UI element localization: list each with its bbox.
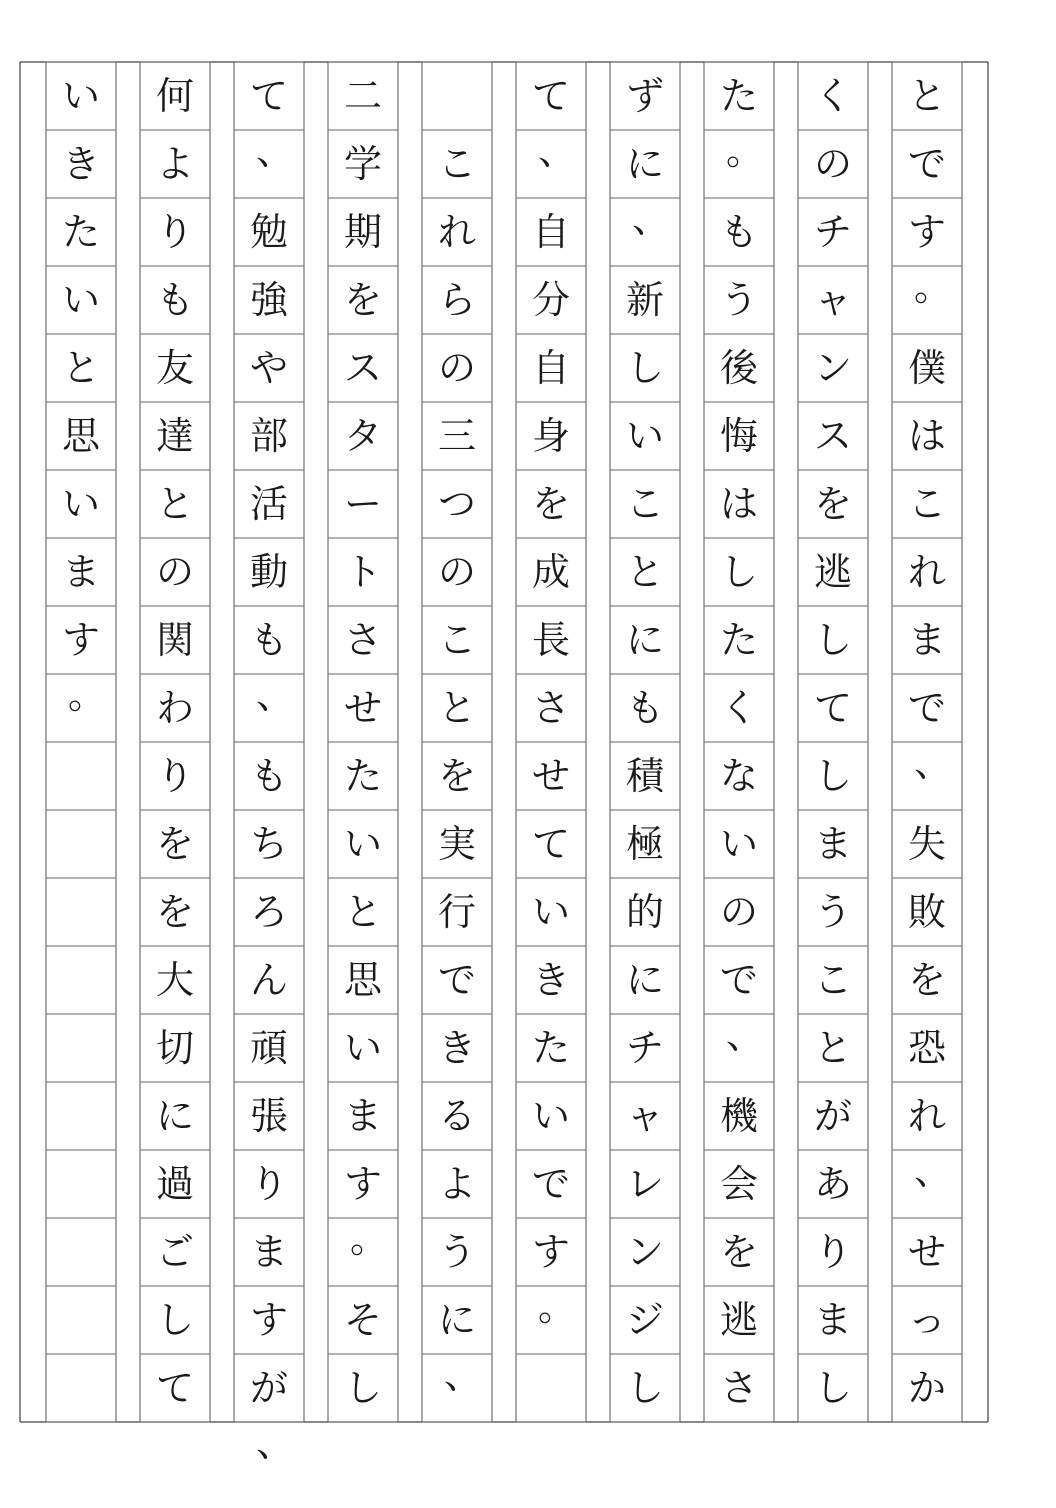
manuscript-cell: た <box>531 1026 570 1070</box>
manuscript-cell: 何 <box>155 74 194 118</box>
manuscript-cell: の <box>813 142 852 186</box>
manuscript-cell: ま <box>249 1230 288 1274</box>
manuscript-cell: 。 <box>913 265 952 309</box>
manuscript-cell: こ <box>625 482 664 526</box>
manuscript-cell: 悔 <box>719 414 758 458</box>
manuscript-cell: ャ <box>625 1094 664 1138</box>
manuscript-column <box>234 0 304 1465</box>
manuscript-cell <box>422 62 492 130</box>
manuscript-cell: 後 <box>719 346 758 390</box>
manuscript-column <box>516 0 586 1422</box>
manuscript-cell: ま <box>61 550 100 594</box>
manuscript-cell: 、 <box>725 1013 764 1057</box>
manuscript-cell: い <box>343 1026 382 1070</box>
manuscript-cell: さ <box>719 1366 758 1410</box>
manuscript-cell: 積 <box>625 754 664 798</box>
manuscript-column <box>610 0 680 1422</box>
manuscript-cell: を <box>719 1230 758 1274</box>
manuscript-cell: 大 <box>155 958 194 1002</box>
manuscript-cell: こ <box>437 618 476 662</box>
manuscript-cell: て <box>155 1366 194 1410</box>
manuscript-cell: 三 <box>437 414 476 458</box>
manuscript-cell: 強 <box>249 278 288 322</box>
manuscript-cell: に <box>625 142 664 186</box>
manuscript-cell: と <box>61 346 100 390</box>
manuscript-cell: し <box>813 1366 852 1410</box>
manuscript-column <box>704 0 774 1422</box>
manuscript-cell: う <box>437 1230 476 1274</box>
manuscript-cell: ま <box>813 822 852 866</box>
manuscript-cell: い <box>625 414 664 458</box>
manuscript-cell: 失 <box>907 822 946 866</box>
manuscript-cell: ス <box>343 346 382 390</box>
manuscript-cell: せ <box>531 754 570 798</box>
manuscript-cell: 会 <box>719 1162 758 1206</box>
manuscript-cell: 僕 <box>907 346 946 390</box>
manuscript-cell: て <box>813 686 852 730</box>
manuscript-cell: や <box>249 346 288 390</box>
manuscript-cell: 達 <box>155 414 194 458</box>
manuscript-cell: し <box>719 550 758 594</box>
manuscript-cell: す <box>531 1230 570 1274</box>
manuscript-cell: せ <box>343 686 382 730</box>
manuscript-cell: ま <box>907 618 946 662</box>
manuscript-cell: つ <box>437 482 476 526</box>
manuscript-cell: そ <box>343 1298 382 1342</box>
manuscript-cell: ん <box>249 958 288 1002</box>
manuscript-cell: を <box>531 482 570 526</box>
manuscript-cell: で <box>719 958 758 1002</box>
manuscript-cell: に <box>437 1298 476 1342</box>
manuscript-cell: を <box>343 278 382 322</box>
manuscript-cell: り <box>155 754 194 798</box>
manuscript-cell: と <box>813 1026 852 1070</box>
manuscript-cell: く <box>813 74 852 118</box>
manuscript-cell: た <box>719 74 758 118</box>
manuscript-cell: 身 <box>531 414 570 458</box>
manuscript-cell: 自 <box>531 210 570 254</box>
manuscript-cell: 友 <box>155 346 194 390</box>
manuscript-cell: せ <box>907 1230 946 1274</box>
manuscript-cell: も <box>249 754 288 798</box>
manuscript-cell: あ <box>813 1162 852 1206</box>
manuscript-cell: な <box>719 754 758 798</box>
manuscript-cell: 期 <box>343 210 382 254</box>
manuscript-cell: 極 <box>625 822 664 866</box>
manuscript-cell: 、 <box>537 129 576 173</box>
manuscript-cell: い <box>719 822 758 866</box>
manuscript-cell: す <box>343 1162 382 1206</box>
manuscript-cell: 、 <box>255 673 294 717</box>
manuscript-cell: て <box>531 822 570 866</box>
manuscript-cell: 。 <box>725 129 764 173</box>
manuscript-cell: 機 <box>719 1094 758 1138</box>
manuscript-cell: 敗 <box>907 890 946 934</box>
manuscript-cell: い <box>61 278 100 322</box>
manuscript-cell: ャ <box>813 278 852 322</box>
manuscript-cell: ご <box>155 1230 194 1274</box>
manuscript-cell: 的 <box>625 890 664 934</box>
manuscript-cell: し <box>813 618 852 662</box>
manuscript-cell: よ <box>155 142 194 186</box>
manuscript-cell: ジ <box>625 1298 664 1342</box>
manuscript-cell: も <box>249 618 288 662</box>
manuscript-column <box>892 0 962 1422</box>
manuscript-cell: タ <box>343 414 382 458</box>
manuscript-cell: ち <box>249 822 288 866</box>
manuscript-cell: 逃 <box>719 1298 758 1342</box>
manuscript-cell: ま <box>813 1298 852 1342</box>
manuscript-cell: ト <box>343 550 382 594</box>
manuscript-cell: で <box>531 1162 570 1206</box>
manuscript-cell: ず <box>625 74 664 118</box>
manuscript-column <box>46 0 116 1422</box>
manuscript-cell: 部 <box>249 414 288 458</box>
manuscript-cell: い <box>343 822 382 866</box>
manuscript-cell: し <box>625 346 664 390</box>
manuscript-cell: は <box>719 482 758 526</box>
manuscript-cell: す <box>907 210 946 254</box>
manuscript-cell: も <box>719 210 758 254</box>
manuscript-cell: と <box>437 686 476 730</box>
manuscript-cell: 恐 <box>907 1026 946 1070</box>
manuscript-cell: は <box>907 414 946 458</box>
manuscript-cell: を <box>155 890 194 934</box>
manuscript-cell: と <box>625 550 664 594</box>
manuscript-column <box>422 0 492 1422</box>
manuscript-cell: 実 <box>437 822 476 866</box>
manuscript-cell: り <box>249 1162 288 1206</box>
manuscript-cell: 過 <box>155 1162 194 1206</box>
manuscript-cell: 、 <box>255 129 294 173</box>
manuscript-cell: 。 <box>349 1217 388 1261</box>
manuscript-cell: き <box>61 142 100 186</box>
manuscript-cell: さ <box>343 618 382 662</box>
manuscript-cell: 、 <box>913 741 952 785</box>
manuscript-cell: く <box>719 686 758 730</box>
manuscript-cell: し <box>343 1366 382 1410</box>
manuscript-cell: き <box>437 1026 476 1070</box>
manuscript-cell: を <box>907 958 946 1002</box>
manuscript-cell: で <box>907 142 946 186</box>
manuscript-cell: ン <box>813 346 852 390</box>
manuscript-cell: こ <box>437 142 476 186</box>
manuscript-cell: し <box>625 1366 664 1410</box>
manuscript-cell: い <box>61 74 100 118</box>
manuscript-cell: て <box>531 74 570 118</box>
manuscript-cell: し <box>813 754 852 798</box>
manuscript-cell: 行 <box>437 890 476 934</box>
manuscript-cell: さ <box>531 686 570 730</box>
manuscript-cell: ま <box>343 1094 382 1138</box>
manuscript-cell: ー <box>343 482 382 526</box>
manuscript-cell: こ <box>907 482 946 526</box>
manuscript-cell: 活 <box>249 482 288 526</box>
manuscript-cell: で <box>437 958 476 1002</box>
manuscript-column <box>328 0 398 1422</box>
manuscript-cell: を <box>155 822 194 866</box>
manuscript-cell: 、 <box>913 1149 952 1193</box>
manuscript-cell: 、 <box>255 1421 294 1465</box>
manuscript-cell: レ <box>625 1162 664 1206</box>
manuscript-cell: う <box>719 278 758 322</box>
manuscript-cell: り <box>813 1230 852 1274</box>
manuscript-cell: れ <box>907 550 946 594</box>
manuscript-cell: の <box>437 346 476 390</box>
manuscript-column <box>798 0 868 1422</box>
manuscript-cell: 自 <box>531 346 570 390</box>
manuscript-cell: る <box>437 1094 476 1138</box>
manuscript-cell: 逃 <box>813 550 852 594</box>
manuscript-cell: 、 <box>443 1353 482 1397</box>
manuscript-cell: の <box>155 550 194 594</box>
manuscript-cell: で <box>907 686 946 730</box>
manuscript-cell: ン <box>625 1230 664 1274</box>
manuscript-cell: 。 <box>67 673 106 717</box>
manuscript-cell: て <box>249 74 288 118</box>
manuscript-cell: 切 <box>155 1026 194 1070</box>
manuscript-cell: し <box>155 1298 194 1342</box>
manuscript-cell: 勉 <box>249 210 288 254</box>
manuscript-cell: に <box>625 618 664 662</box>
manuscript-cell: い <box>531 890 570 934</box>
manuscript-cell: 張 <box>249 1094 288 1138</box>
manuscript-cell: よ <box>437 1162 476 1206</box>
manuscript-cell: 思 <box>343 958 382 1002</box>
manuscript-cell: を <box>437 754 476 798</box>
manuscript-cell: 、 <box>631 197 670 241</box>
manuscript-cell: 学 <box>343 142 382 186</box>
manuscript-cell: 長 <box>531 618 570 662</box>
manuscript-cell: れ <box>907 1094 946 1138</box>
manuscript-cell: 成 <box>531 550 570 594</box>
manuscript-cell: が <box>813 1094 852 1138</box>
manuscript-cell: た <box>343 754 382 798</box>
manuscript-cell: す <box>249 1298 288 1342</box>
manuscript-cell: 新 <box>625 278 664 322</box>
manuscript-cell: と <box>155 482 194 526</box>
manuscript-cell: う <box>813 890 852 934</box>
manuscript-cell: ろ <box>249 890 288 934</box>
manuscript-cell: ス <box>813 414 852 458</box>
manuscript-cell: こ <box>813 958 852 1002</box>
manuscript-cell: 。 <box>537 1285 576 1329</box>
manuscript-cell: も <box>155 278 194 322</box>
manuscript-cell: き <box>531 958 570 1002</box>
manuscript-cell: わ <box>155 686 194 730</box>
manuscript-cell: 分 <box>531 278 570 322</box>
manuscript-cell: ら <box>437 278 476 322</box>
manuscript-cell: す <box>61 618 100 662</box>
manuscript-cell: が <box>249 1366 288 1410</box>
manuscript-cell: チ <box>813 210 852 254</box>
manuscript-cell: れ <box>437 210 476 254</box>
manuscript-cell: っ <box>907 1298 946 1342</box>
manuscript-cell: り <box>155 210 194 254</box>
manuscript-cell: も <box>625 686 664 730</box>
manuscript-cell: に <box>155 1094 194 1138</box>
manuscript-cell: に <box>625 958 664 1002</box>
manuscript-cell: と <box>343 890 382 934</box>
manuscript-column <box>140 0 210 1422</box>
manuscript-cell: 二 <box>343 74 382 118</box>
manuscript-cell: 思 <box>61 414 100 458</box>
manuscript-cell: た <box>719 618 758 662</box>
manuscript-cell: の <box>719 890 758 934</box>
manuscript-cell: か <box>907 1366 946 1410</box>
manuscript-cell: い <box>531 1094 570 1138</box>
manuscript-cell: 動 <box>249 550 288 594</box>
manuscript-cell: を <box>813 482 852 526</box>
manuscript-cell: の <box>437 550 476 594</box>
manuscript-cell: い <box>61 482 100 526</box>
manuscript-cell: 関 <box>155 618 194 662</box>
manuscript-cell: 頑 <box>249 1026 288 1070</box>
manuscript-cell: チ <box>625 1026 664 1070</box>
manuscript-cell: た <box>61 210 100 254</box>
manuscript-cell: と <box>907 74 946 118</box>
